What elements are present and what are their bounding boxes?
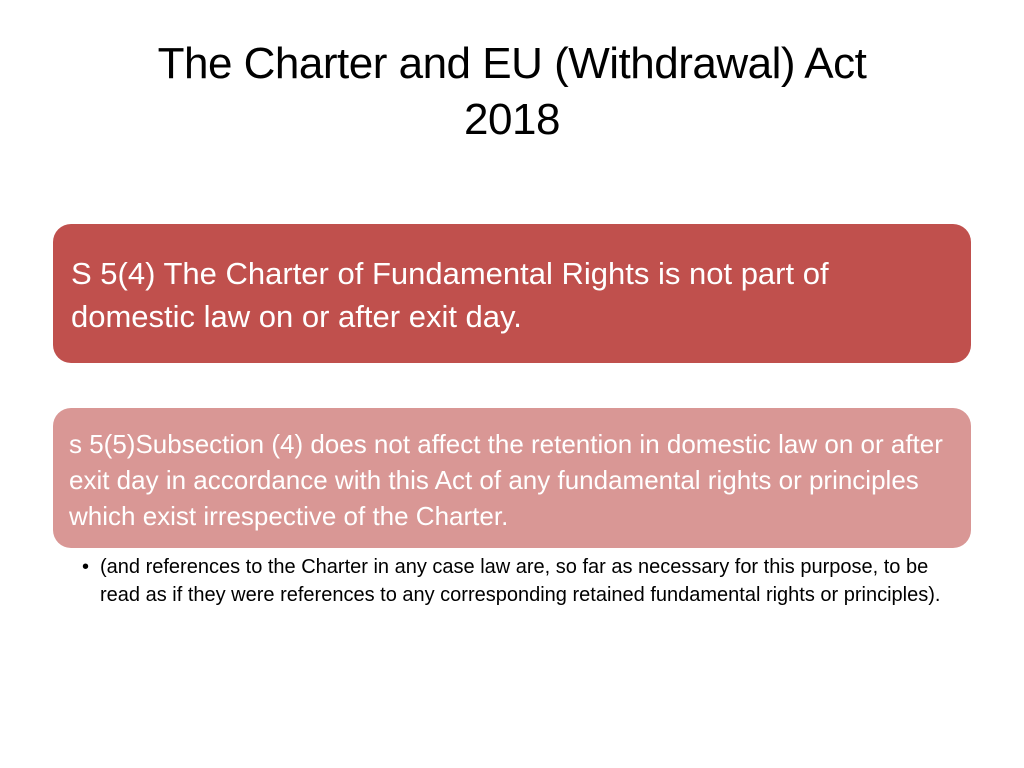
bullet-text: (and references to the Charter in any case law are, so far as necessary for this purpose, to be read as if they were references to any corresponding retained fundamental rights or principles). [100,556,941,606]
section-5-5-text: s 5(5)Subsection (4) does not affect the retention in domestic law on or after exit day in accordance with this Act of any fundamental rights or principles which exist irrespective of the Charter. [69,429,943,531]
section-5-5-box [53,408,971,548]
section-5-4-box [53,224,971,363]
bullet-list [82,553,942,609]
slide-title [40,36,984,148]
bullet-item [82,553,942,609]
section-5-4-text: S 5(4) The Charter of Fundamental Rights is not part of domestic law on or after exit day. [71,256,829,334]
slide-title-line-1: The Charter and EU (Withdrawal) Act [157,39,867,88]
bullet-marker: • [82,556,90,578]
slide-title-line-2: 2018 [464,95,560,144]
